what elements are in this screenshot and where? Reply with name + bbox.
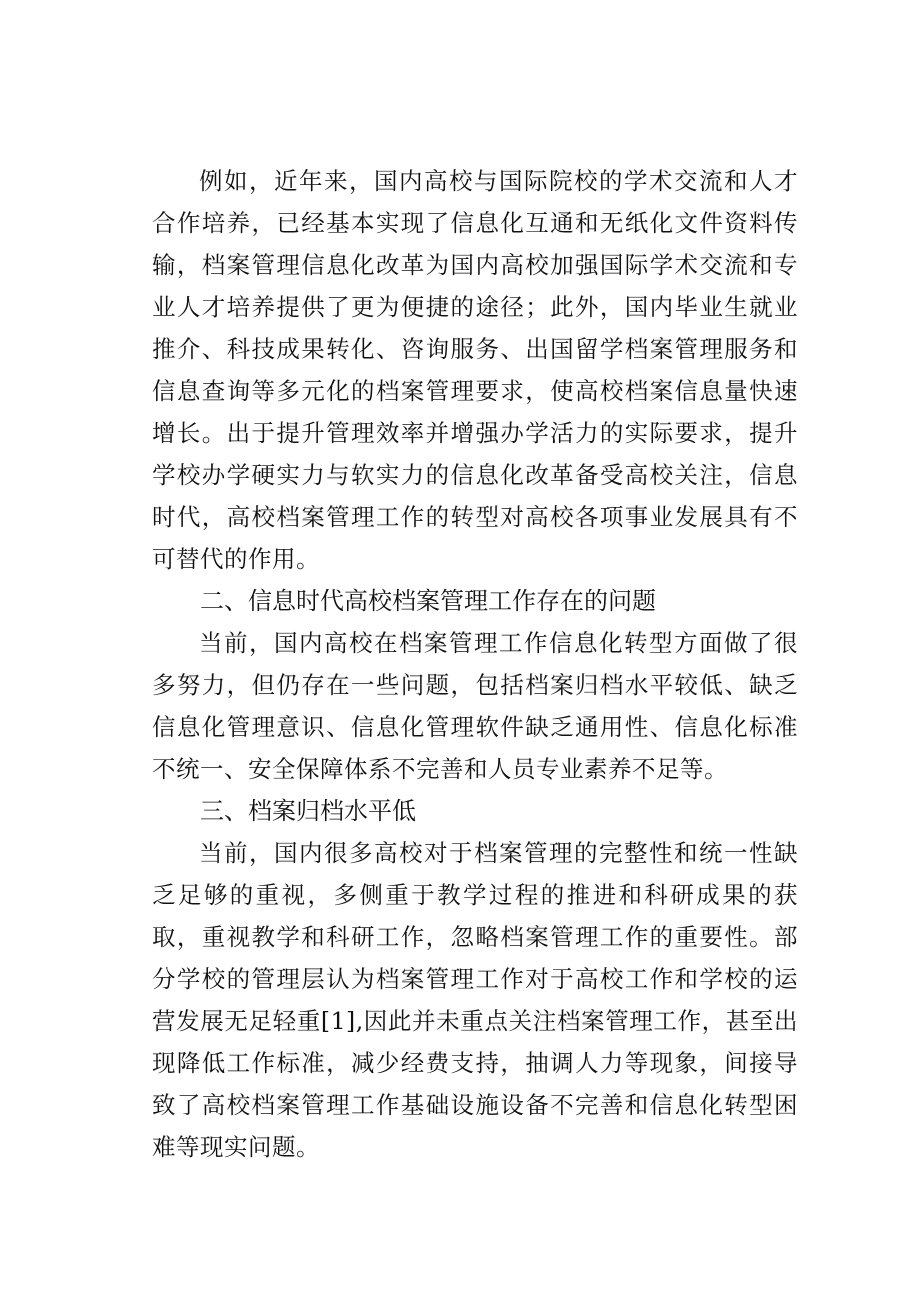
paragraph-3: 当前，国内很多高校对于档案管理的完整性和统一性缺乏足够的重视，多侧重于教学过程的推进和科研成果的获取，重视教学和科研工作，忽略档案管理工作的重要性。部分学校的管理层认为档案管理工作对于高校工作和学校的运营发展无足轻重[1],因此并未重点关注档案管理工作，甚至出现降低工作标准，减少经费支持，抽调人力等现象，间接导致了高校档案管理工作基础设施设备不完善和信息化转型困难等现实问题。	[152, 839, 798, 1161]
section-heading-3: 三、档案归档水平低	[200, 797, 416, 825]
document-page	[152, 160, 798, 1168]
paragraph-1: 例如，近年来，国内高校与国际院校的学术交流和人才合作培养，已经基本实现了信息化互通和无纸化文件资料传输，档案管理信息化改革为国内高校加强国际学术交流和专业人才培养提供了更为便捷的途径；此外，国内毕业生就业推介、科技成果转化、咨询服务、出国留学档案管理服务和信息查询等多元化的档案管理要求，使高校档案信息量快速增长。出于提升管理效率并增强办学活力的实际要求，提升学校办学硬实力与软实力的信息化改革备受高校关注，信息时代，高校档案管理工作的转型对高校各项事业发展具有不可替代的作用。	[152, 167, 798, 573]
section-heading-2: 二、信息时代高校档案管理工作存在的问题	[200, 587, 656, 615]
paragraph-2: 当前，国内高校在档案管理工作信息化转型方面做了很多努力，但仍存在一些问题，包括档案归档水平较低、缺乏信息化管理意识、信息化管理软件缺乏通用性、信息化标准不统一、安全保障体系不完善和人员专业素养不足等。	[152, 629, 798, 783]
